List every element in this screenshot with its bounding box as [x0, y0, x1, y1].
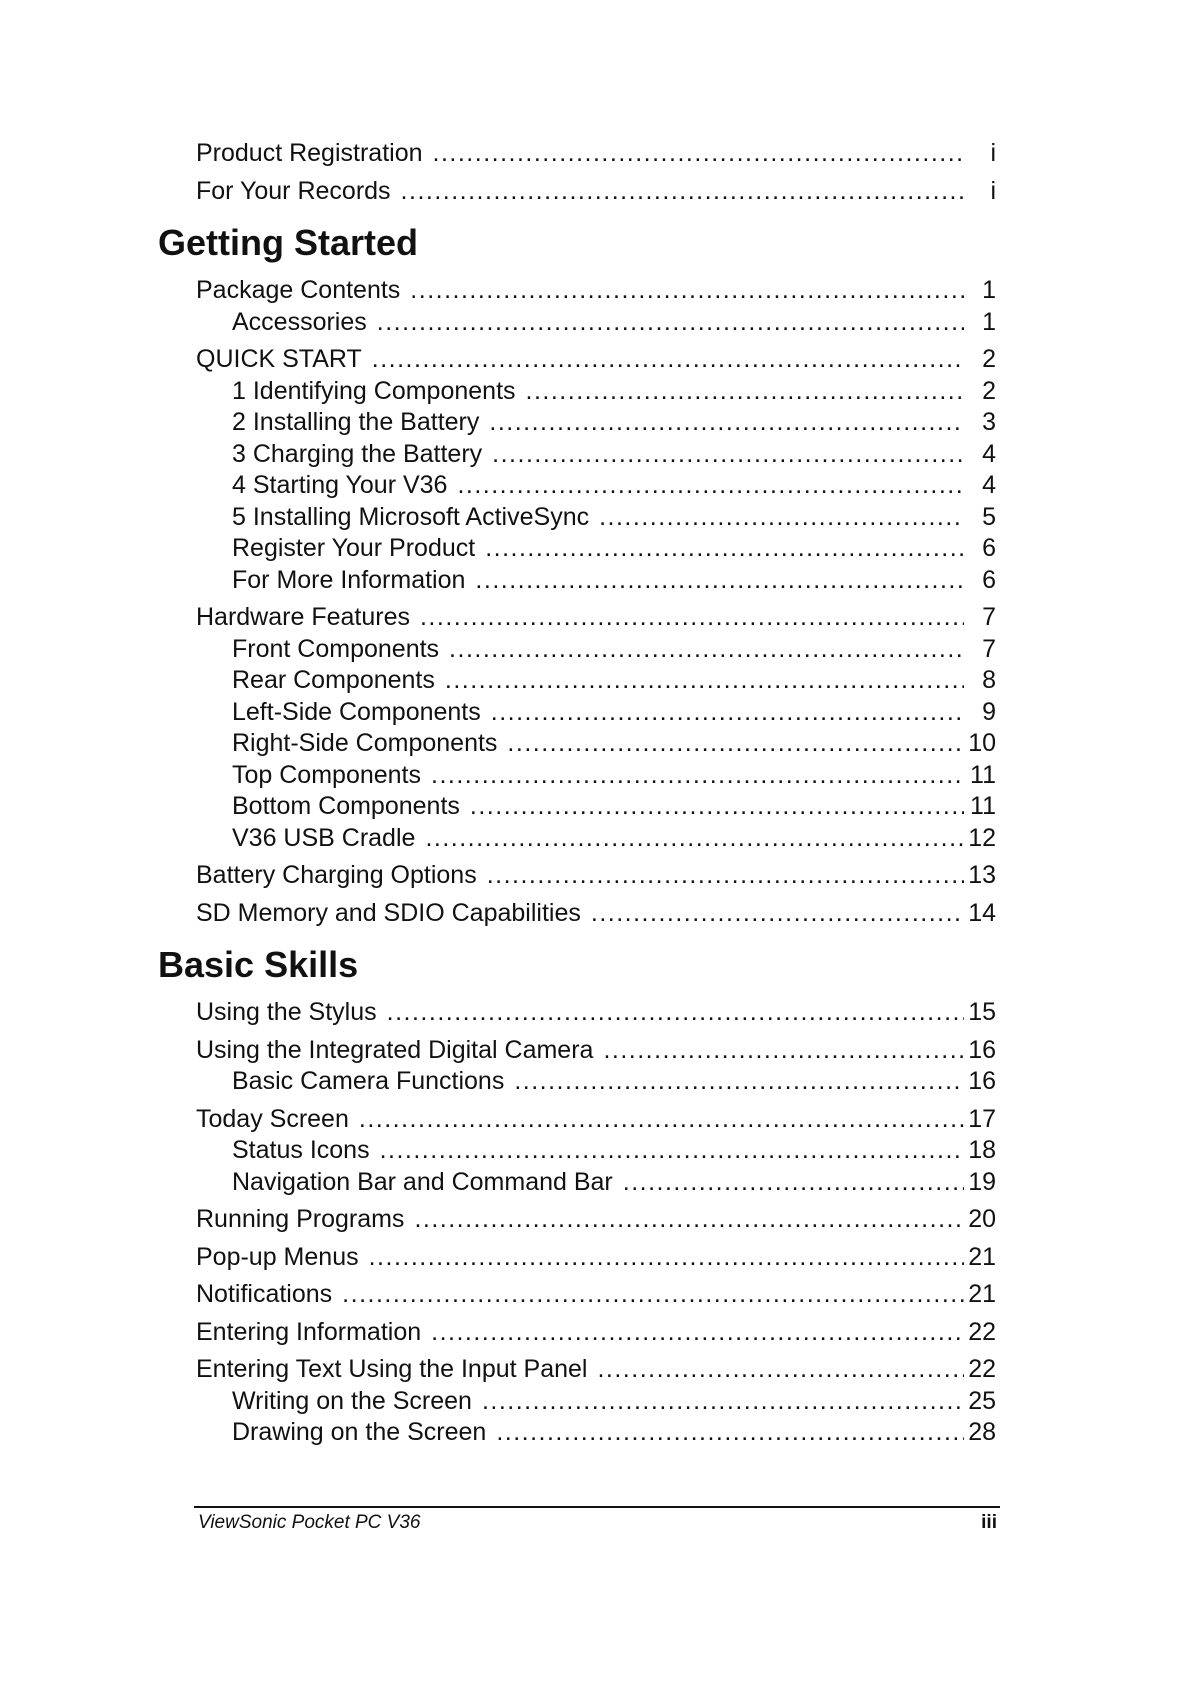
toc-entry[interactable] [196, 860, 996, 892]
toc-page-number: 16 [968, 1035, 996, 1064]
toc-entry-label: 4 Starting Your V36 [232, 471, 448, 499]
dot-leader [492, 439, 964, 471]
toc-page-number: 17 [968, 1104, 996, 1133]
toc-subentry[interactable] [196, 634, 996, 666]
toc-entry-label: Basic Camera Functions [232, 1067, 505, 1095]
toc-subentry[interactable] [196, 791, 996, 823]
toc-page-number: 19 [968, 1167, 996, 1196]
dot-leader [482, 1386, 964, 1418]
dot-leader [410, 275, 964, 307]
toc-subentry[interactable] [196, 1167, 996, 1199]
dot-leader [445, 665, 964, 697]
toc-page-number: 11 [970, 792, 996, 820]
toc-subentry[interactable] [196, 439, 996, 471]
toc-page-number: 5 [982, 502, 996, 531]
toc-entry-label: 1 Identifying Components [232, 376, 516, 405]
dot-leader [526, 376, 964, 408]
toc-page-number: 8 [982, 666, 996, 694]
dot-leader [623, 1167, 964, 1199]
dot-leader [387, 997, 964, 1029]
toc-page-number: 25 [968, 1386, 996, 1415]
dot-leader [401, 176, 964, 208]
toc-subentry[interactable] [196, 1386, 996, 1418]
toc-entry[interactable] [196, 602, 996, 634]
toc-subentry[interactable] [196, 1135, 996, 1167]
toc-page-number: 21 [968, 1242, 996, 1271]
toc-entry-label: Status Icons [232, 1136, 370, 1164]
toc-page-number: 14 [968, 898, 996, 927]
toc-entry-label: 5 Installing Microsoft ActiveSync [232, 502, 590, 531]
toc-page-number: 11 [970, 760, 996, 789]
toc-subentry[interactable] [196, 665, 996, 697]
toc-page-number: 2 [982, 345, 996, 373]
toc-entry-label: Notifications [196, 1280, 333, 1308]
toc-entry-label: Rear Components [232, 666, 435, 694]
dot-leader [457, 470, 964, 502]
toc-subentry[interactable] [196, 728, 996, 760]
toc-page-number: 7 [982, 603, 996, 631]
dot-leader [491, 697, 964, 729]
toc-entry-label: Package Contents [196, 276, 401, 304]
dot-leader [475, 565, 964, 597]
toc-entry-label: Using the Stylus [196, 998, 377, 1026]
toc-page-number: 15 [968, 998, 996, 1026]
dot-leader [507, 728, 964, 760]
toc-entry-label: 2 Installing the Battery [232, 408, 480, 436]
toc-page-number: 2 [982, 376, 996, 405]
toc-page-number: 12 [968, 823, 996, 852]
toc-entry[interactable] [196, 898, 996, 930]
dot-leader [591, 898, 964, 930]
toc-entry[interactable] [196, 1317, 996, 1349]
toc-subentry[interactable] [196, 376, 996, 408]
toc-page-number: 9 [982, 697, 996, 726]
toc-entry-label: QUICK START [196, 345, 362, 373]
toc-entry-label: For More Information [232, 565, 466, 594]
dot-leader [487, 860, 964, 892]
footer-divider [194, 1506, 1000, 1508]
toc-page-number: i [990, 176, 996, 205]
toc-entry[interactable] [196, 1035, 996, 1067]
toc-entry-label: Top Components [232, 760, 422, 789]
toc-subentry[interactable] [196, 565, 996, 597]
toc-subentry[interactable] [196, 760, 996, 792]
dot-leader [603, 1035, 964, 1067]
dot-leader [425, 823, 964, 855]
toc-page-number: 1 [982, 276, 996, 304]
toc-entry-label: Product Registration [196, 139, 423, 167]
toc-page-number: 4 [982, 471, 996, 499]
toc-page-number: 28 [968, 1418, 996, 1446]
toc-entry-label: Front Components [232, 634, 440, 663]
dot-leader [420, 602, 964, 634]
dot-leader [380, 1135, 964, 1167]
toc-entry-label: Hardware Features [196, 603, 410, 631]
toc-subentry[interactable] [196, 823, 996, 855]
dot-leader [359, 1104, 964, 1136]
toc-page-number: 20 [968, 1205, 996, 1233]
toc-entry[interactable] [196, 1104, 996, 1136]
toc-page-number: 1 [982, 307, 996, 336]
toc-entry-label: For Your Records [196, 176, 391, 205]
toc-entry-label: Running Programs [196, 1205, 405, 1233]
dot-leader [489, 407, 964, 439]
toc-entry-label: Entering Information [196, 1317, 422, 1346]
dot-leader [431, 1317, 964, 1349]
toc-subentry[interactable] [196, 1417, 996, 1449]
toc-page-number: 4 [982, 439, 996, 468]
toc-entry[interactable] [196, 1242, 996, 1274]
section-heading: Getting Started [158, 222, 419, 263]
toc-subentry[interactable] [196, 533, 996, 565]
toc-page-number: i [990, 139, 996, 167]
toc-page-number: 18 [968, 1136, 996, 1164]
toc-entry-label: Writing on the Screen [232, 1386, 472, 1415]
table-of-contents [158, 138, 996, 1449]
dot-leader [485, 533, 964, 565]
dot-leader [470, 791, 964, 823]
footer-page-number: iii [981, 1512, 997, 1533]
toc-entry[interactable] [196, 1279, 996, 1311]
toc-entry[interactable] [196, 138, 996, 170]
footer-product-name: ViewSonic Pocket PC V36 [198, 1512, 421, 1533]
toc-page-number: 22 [968, 1317, 996, 1346]
toc-page-number: 21 [968, 1280, 996, 1308]
toc-entry-label: Navigation Bar and Command Bar [232, 1167, 613, 1196]
toc-entry-label: Right-Side Components [232, 729, 498, 757]
toc-subentry[interactable] [196, 502, 996, 534]
toc-entry-label: Bottom Components [232, 792, 460, 820]
toc-entry-label: Using the Integrated Digital Camera [196, 1035, 594, 1064]
dot-leader [433, 138, 964, 170]
dot-leader [496, 1417, 964, 1449]
toc-entry[interactable] [196, 997, 996, 1029]
toc-entry-label: Entering Text Using the Input Panel [196, 1355, 588, 1383]
toc-page-number: 6 [982, 565, 996, 594]
toc-entry-label: Pop-up Menus [196, 1242, 359, 1271]
toc-entry[interactable] [196, 176, 996, 208]
toc-entry-label: SD Memory and SDIO Capabilities [196, 898, 581, 927]
toc-page-number: 7 [982, 634, 996, 663]
toc-entry-label: Today Screen [196, 1104, 349, 1133]
toc-entry[interactable] [196, 275, 996, 307]
toc-page-number: 16 [968, 1067, 996, 1095]
dot-leader [369, 1242, 964, 1274]
toc-subentry[interactable] [196, 470, 996, 502]
dot-leader [431, 760, 964, 792]
toc-entry-label: V36 USB Cradle [232, 823, 416, 852]
toc-page-number: 10 [968, 729, 996, 757]
toc-entry[interactable] [196, 1354, 996, 1386]
dot-leader [597, 1354, 964, 1386]
dot-leader [342, 1279, 964, 1311]
toc-entry[interactable] [196, 344, 996, 376]
toc-page-number: 6 [982, 534, 996, 562]
toc-entry-label: 3 Charging the Battery [232, 439, 483, 468]
toc-page-number: 22 [968, 1355, 996, 1383]
toc-entry-label: Register Your Product [232, 534, 476, 562]
toc-page-number: 3 [982, 408, 996, 436]
toc-subentry[interactable] [196, 697, 996, 729]
toc-subentry[interactable] [196, 1066, 996, 1098]
toc-subentry[interactable] [196, 307, 996, 339]
dot-leader [414, 1204, 964, 1236]
dot-leader [372, 344, 964, 376]
toc-subentry[interactable] [196, 407, 996, 439]
toc-entry[interactable] [196, 1204, 996, 1236]
dot-leader [599, 502, 964, 534]
dot-leader [377, 307, 964, 339]
dot-leader [449, 634, 964, 666]
dot-leader [514, 1066, 964, 1098]
toc-page-number: 13 [968, 861, 996, 889]
toc-entry-label: Drawing on the Screen [232, 1418, 487, 1446]
toc-entry-label: Battery Charging Options [196, 861, 477, 889]
section-heading: Basic Skills [158, 944, 359, 985]
toc-entry-label: Accessories [232, 307, 367, 336]
toc-entry-label: Left-Side Components [232, 697, 481, 726]
